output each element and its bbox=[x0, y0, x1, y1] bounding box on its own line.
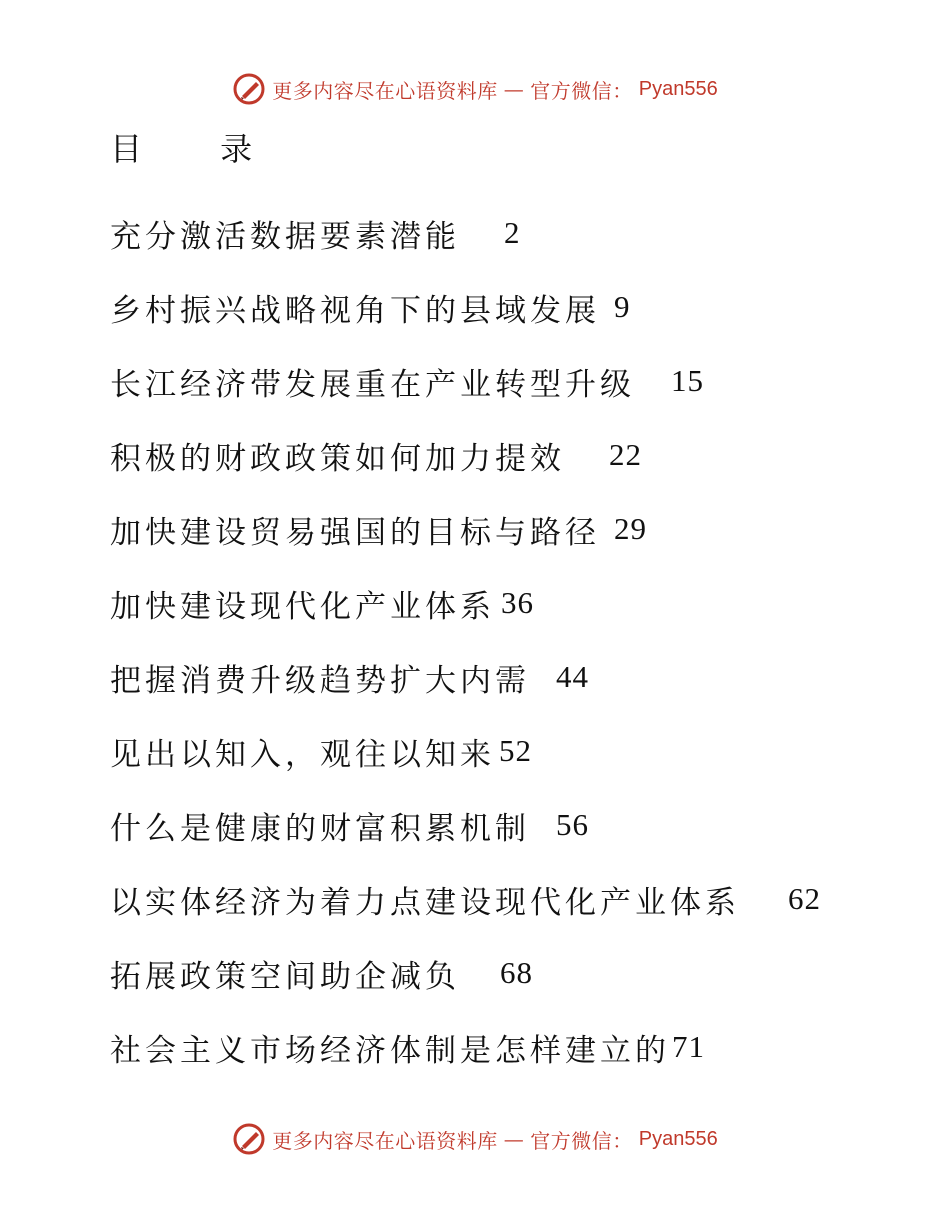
toc-entry[interactable] bbox=[110, 270, 821, 344]
toc-entry-title: 充分激活数据要素潜能 bbox=[110, 218, 460, 255]
toc-entry[interactable] bbox=[110, 344, 821, 418]
toc-entry-page-number: 9 bbox=[614, 289, 631, 324]
watermark-text: 更多内容尽在心语资料库 bbox=[272, 78, 498, 103]
toc-entry-title: 什么是健康的财富积累机制 bbox=[110, 810, 530, 847]
toc-entry-page-number: 2 bbox=[504, 215, 521, 250]
toc-entry-page-number: 22 bbox=[609, 437, 642, 472]
toc-entry-title: 加快建设现代化产业体系 bbox=[110, 588, 495, 625]
watermark-contact-label: 官方微信： bbox=[530, 1128, 633, 1153]
toc-entry-title: 乡村振兴战略视角下的县域发展 bbox=[110, 292, 600, 329]
toc-entry[interactable] bbox=[110, 492, 821, 566]
toc-entry[interactable] bbox=[110, 640, 821, 714]
toc-entry[interactable] bbox=[110, 936, 821, 1010]
watermark-text: 更多内容尽在心语资料库 bbox=[272, 1128, 498, 1153]
watermark-separator: — bbox=[503, 1127, 525, 1151]
toc-title: 目 录 bbox=[110, 130, 287, 168]
toc-entry-page-number: 71 bbox=[672, 1029, 705, 1064]
toc-entry-title: 社会主义市场经济体制是怎样建立的 bbox=[110, 1032, 670, 1069]
toc-entry-page-number: 52 bbox=[499, 733, 532, 768]
toc-entry[interactable] bbox=[110, 418, 821, 492]
toc-entry-title: 见出以知入，观往以知来 bbox=[110, 736, 495, 773]
toc-entry[interactable] bbox=[110, 196, 821, 270]
toc-entry-page-number: 36 bbox=[501, 585, 534, 620]
logo-icon bbox=[232, 72, 266, 106]
watermark-contact-id: Pyan556 bbox=[638, 1127, 718, 1150]
toc-entry[interactable] bbox=[110, 1010, 821, 1084]
toc-entry[interactable] bbox=[110, 566, 821, 640]
logo-icon bbox=[232, 1122, 266, 1156]
toc-entry[interactable] bbox=[110, 788, 821, 862]
toc-entry-title: 长江经济带发展重在产业转型升级 bbox=[110, 366, 635, 403]
toc-entry-page-number: 62 bbox=[788, 881, 821, 916]
toc-entry[interactable] bbox=[110, 714, 821, 788]
header-watermark bbox=[0, 72, 950, 106]
toc-entry-page-number: 56 bbox=[556, 807, 589, 842]
watermark-contact-label: 官方微信： bbox=[530, 78, 633, 103]
toc-entry-title: 拓展政策空间助企减负 bbox=[110, 958, 460, 995]
toc-entry-title: 加快建设贸易强国的目标与路径 bbox=[110, 514, 600, 551]
toc-entry-page-number: 68 bbox=[500, 955, 533, 990]
toc-list bbox=[110, 196, 821, 1084]
toc-entry-title: 把握消费升级趋势扩大内需 bbox=[110, 662, 530, 699]
watermark-separator: — bbox=[503, 77, 525, 101]
toc-entry-title: 积极的财政政策如何加力提效 bbox=[110, 440, 565, 477]
toc-entry[interactable] bbox=[110, 862, 821, 936]
watermark-contact-id: Pyan556 bbox=[638, 77, 718, 100]
toc-entry-page-number: 44 bbox=[556, 659, 589, 694]
toc-entry-page-number: 15 bbox=[671, 363, 704, 398]
footer-watermark bbox=[0, 1122, 950, 1156]
toc-entry-page-number: 29 bbox=[614, 511, 647, 546]
toc-entry-title: 以实体经济为着力点建设现代化产业体系 bbox=[110, 884, 740, 921]
